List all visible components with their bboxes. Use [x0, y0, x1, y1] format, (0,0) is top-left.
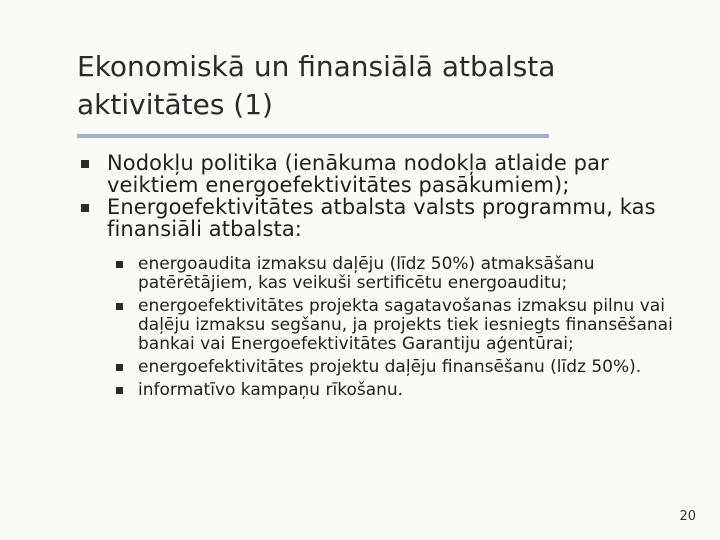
square-bullet-icon	[116, 387, 123, 394]
square-bullet-icon	[81, 160, 89, 168]
bullet-item	[78, 152, 698, 196]
sub-bullet-text: energoefektivitātes projekta sagatavošanas izmaksu pilnu vai daļēju izmaksu segšanu, ja projekts tiek iesniegts finansēšanai bankai vai Energoefektivitātes Garantiju aģentūrai;	[138, 296, 673, 354]
bullet-list	[78, 152, 698, 240]
square-bullet-icon	[116, 364, 123, 371]
page-number: 20	[679, 509, 696, 524]
bullet-text: Energoefektivitātes atbalsta valsts programmu, kas finansiāli atbalsta:	[107, 195, 656, 241]
square-bullet-icon	[81, 204, 89, 212]
slide-title: Ekonomiskā un finansiālā atbalsta aktivitātes (1)	[77, 50, 556, 121]
sub-bullet-list	[116, 255, 696, 404]
sub-bullet-item	[116, 255, 696, 293]
sub-bullet-text: energoefektivitātes projektu daļēju finansēšanu (līdz 50%).	[138, 357, 642, 377]
title-underline	[77, 134, 549, 138]
sub-bullet-text: energoaudita izmaksu daļēju (līdz 50%) atmaksāšanu patērētājiem, kas veikuši sertificētu energoauditu;	[138, 254, 595, 293]
square-bullet-icon	[116, 261, 123, 268]
bullet-text: Nodokļu politika (ienākuma nodokļa atlaide par veiktiem energoefektivitātes pasākumiem);	[107, 151, 609, 197]
sub-bullet-text: informatīvo kampaņu rīkošanu.	[138, 380, 404, 400]
square-bullet-icon	[116, 303, 123, 310]
bullet-item	[78, 196, 698, 240]
sub-bullet-item	[116, 381, 696, 400]
sub-bullet-item	[116, 297, 696, 354]
sub-bullet-item	[116, 358, 696, 377]
